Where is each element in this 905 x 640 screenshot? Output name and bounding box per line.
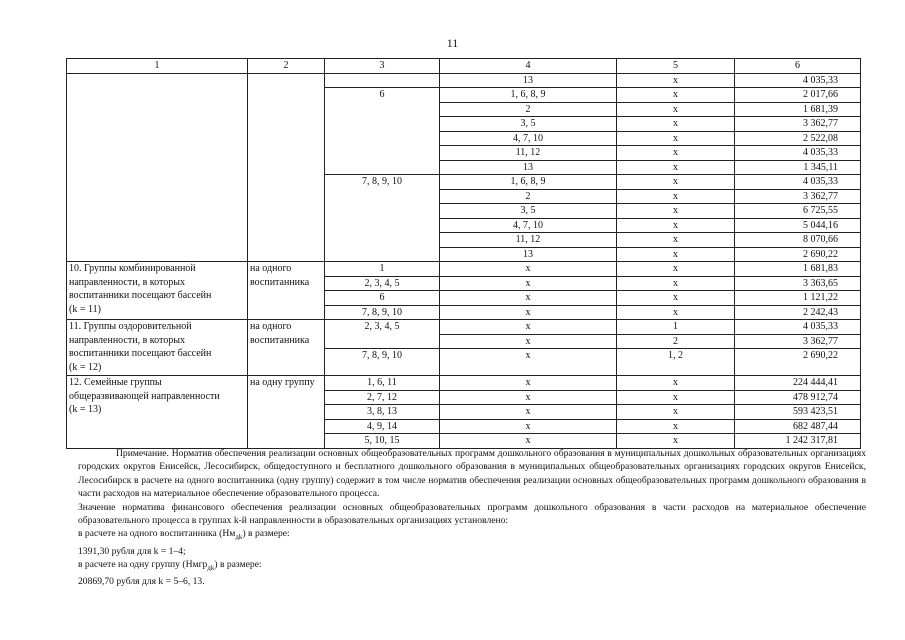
group-label-line: 10. Группы комбинированной	[69, 263, 196, 274]
table-row	[67, 262, 861, 277]
table-cell: x	[440, 334, 617, 349]
table-cell: 6	[325, 291, 440, 306]
table-cell: 1 345,11	[735, 160, 861, 175]
table-cell: x	[617, 419, 735, 434]
table-cell: 2, 7, 12	[325, 390, 440, 405]
table-cell: 682 487,44	[735, 419, 861, 434]
table-cell: 1 242 317,81	[735, 434, 861, 449]
table-cell: x	[440, 305, 617, 320]
table-header-row	[67, 59, 861, 74]
table-cell: 1, 6, 11	[325, 376, 440, 391]
group-label-cell	[67, 376, 248, 449]
table-cell: 3, 8, 13	[325, 405, 440, 420]
table-cell: 5, 10, 15	[325, 434, 440, 449]
table-cell: 6	[325, 88, 440, 175]
header-cell: 4	[440, 59, 617, 74]
group-label-line: воспитанники посещают бассейн	[69, 348, 212, 359]
table-cell: x	[617, 117, 735, 132]
header-cell: 5	[617, 59, 735, 74]
group-label-line: на одного	[250, 321, 292, 332]
table-cell: x	[617, 146, 735, 161]
table-cell: 13	[440, 160, 617, 175]
table-cell: 1	[325, 262, 440, 277]
group-label-cell	[248, 320, 325, 376]
table-cell: 7, 8, 9, 10	[325, 349, 440, 376]
table-cell: 2	[440, 189, 617, 204]
note-block	[78, 447, 866, 589]
table-cell: 7, 8, 9, 10	[325, 175, 440, 262]
table-cell: x	[617, 291, 735, 306]
group-label-cell	[67, 320, 248, 376]
table-cell: 5 044,16	[735, 218, 861, 233]
group-label-line: воспитанники посещают бассейн	[69, 290, 212, 301]
group-label-line: воспитанника	[250, 276, 310, 288]
table-cell: 4 035,33	[735, 320, 861, 335]
table-cell: 3, 5	[440, 204, 617, 219]
table-cell: x	[617, 376, 735, 391]
group-label-cell	[248, 376, 325, 449]
table-cell: 2	[440, 102, 617, 117]
table-cell: x	[617, 131, 735, 146]
table-cell: x	[440, 376, 617, 391]
table-cell: x	[440, 390, 617, 405]
table-cell: x	[617, 160, 735, 175]
table-cell: x	[617, 73, 735, 88]
table-cell: x	[440, 434, 617, 449]
table-cell: 3 362,77	[735, 334, 861, 349]
note-line: в расчете на одну группу (Нмгр$_{дk}$) в размере:	[78, 559, 262, 573]
table-cell: x	[617, 88, 735, 103]
table-cell: 13	[440, 73, 617, 88]
table-cell: 3 362,77	[735, 117, 861, 132]
table-cell: 4, 7, 10	[440, 131, 617, 146]
table-cell: 1 121,22	[735, 291, 861, 306]
group-label-cell	[248, 262, 325, 320]
header-cell: 3	[325, 59, 440, 74]
table-cell: x	[617, 390, 735, 405]
note-line: в расчете на одного воспитанника $(Нм_{дk})$ в размере:	[78, 528, 290, 542]
table-cell: 4 035,33	[735, 146, 861, 161]
table-cell	[248, 73, 325, 262]
group-label-line: 11. Группы оздоровительной	[69, 321, 192, 332]
table-row	[67, 73, 861, 88]
table-cell: x	[440, 405, 617, 420]
table-cell: 6 725,55	[735, 204, 861, 219]
group-label-line: на одного	[250, 263, 292, 274]
group-label-line: (k = 13)	[69, 404, 102, 415]
table-cell: 593 423,51	[735, 405, 861, 420]
table-cell: x	[617, 247, 735, 262]
header-cell: 2	[248, 59, 325, 74]
table-cell: x	[617, 434, 735, 449]
note-paragraph: Значение норматива финансового обеспечения реализации основных общеобразовательных программ дошкольного образования в части расходов на материальное обеспечение образовательного процесса в группах k-й направленности в образовательных организациях установлено:	[78, 501, 866, 527]
table-cell: 4, 9, 14	[325, 419, 440, 434]
note-line: 20869,70 рубля для k = 5–6, 13.	[78, 576, 205, 588]
table-cell	[67, 73, 248, 262]
table-cell: x	[440, 276, 617, 291]
table-cell: 224 444,41	[735, 376, 861, 391]
table-cell: x	[617, 405, 735, 420]
note-paragraph: Примечание. Норматив обеспечения реализации основных общеобразовательных программ дошкольного образования в муниципальных дошкольных образовательных организациях городских округов Енисейск, Лесосибирск, общедоступного и бесплатного дошкольного образования в муниципальных общеобразовательных организациях городских округов Енисейск, Лесосибирск в расчете на одного воспитанника (одну группу) содержит в том числе норматив обеспечения реализации основных общеобразовательных программ дошкольного образования в части расходов на материальное обеспечение образовательного процесса.	[78, 448, 866, 500]
table-cell: 2 242,43	[735, 305, 861, 320]
table-cell: x	[440, 419, 617, 434]
table-cell: x	[617, 189, 735, 204]
table-cell: 2 690,22	[735, 247, 861, 262]
table-cell: 4, 7, 10	[440, 218, 617, 233]
table-cell: x	[617, 175, 735, 190]
table-cell: 2 017,66	[735, 88, 861, 103]
group-label-line: на одну группу	[250, 377, 315, 388]
group-label-line: (k = 11)	[69, 303, 101, 315]
group-label-cell	[67, 262, 248, 320]
table-cell: x	[617, 233, 735, 248]
table-cell: 478 912,74	[735, 390, 861, 405]
table-cell: 4 035,33	[735, 73, 861, 88]
table-cell: 1, 2	[617, 349, 735, 376]
table-cell: x	[440, 262, 617, 277]
table-cell: 2 690,22	[735, 349, 861, 376]
table-cell: x	[617, 305, 735, 320]
table-cell	[325, 73, 440, 88]
table-cell: 8 070,66	[735, 233, 861, 248]
table-cell: 11, 12	[440, 146, 617, 161]
table-cell: 3 363,65	[735, 276, 861, 291]
table-cell: 2 522,08	[735, 131, 861, 146]
table-cell: 1 681,83	[735, 262, 861, 277]
group-label-line: общеразвивающей направленности	[69, 390, 220, 402]
table-cell: x	[617, 262, 735, 277]
normative-table	[66, 58, 861, 449]
header-cell: 6	[735, 59, 861, 74]
table-cell: 2, 3, 4, 5	[325, 276, 440, 291]
note-line: 1391,30 рубля для k = 1–4;	[78, 545, 186, 557]
table-cell: 13	[440, 247, 617, 262]
table-cell: 1	[617, 320, 735, 335]
table-cell: 3 362,77	[735, 189, 861, 204]
table-cell: x	[617, 276, 735, 291]
table-cell: 3, 5	[440, 117, 617, 132]
table-cell: 11, 12	[440, 233, 617, 248]
table-cell: 1, 6, 8, 9	[440, 175, 617, 190]
group-label-line: направленности, в которых	[69, 276, 185, 288]
table-cell: 7, 8, 9, 10	[325, 305, 440, 320]
table-row	[67, 376, 861, 391]
table-cell: 2	[617, 334, 735, 349]
table-cell: x	[617, 204, 735, 219]
group-label-line: направленности, в которых	[69, 334, 185, 346]
header-cell: 1	[67, 59, 248, 74]
table-cell: x	[617, 218, 735, 233]
group-label-line: 12. Семейные группы	[69, 377, 162, 388]
table-cell: 4 035,33	[735, 175, 861, 190]
group-label-line: (k = 12)	[69, 361, 102, 373]
table-cell: 1, 6, 8, 9	[440, 88, 617, 103]
page-number: 11	[446, 36, 459, 50]
table-cell: x	[440, 291, 617, 306]
table-cell: x	[617, 102, 735, 117]
table-cell: 2, 3, 4, 5	[325, 320, 440, 349]
table-cell: x	[440, 320, 617, 335]
table-row	[67, 320, 861, 335]
group-label-line: воспитанника	[250, 334, 310, 346]
table-cell: 1 681,39	[735, 102, 861, 117]
table-cell: x	[440, 349, 617, 376]
